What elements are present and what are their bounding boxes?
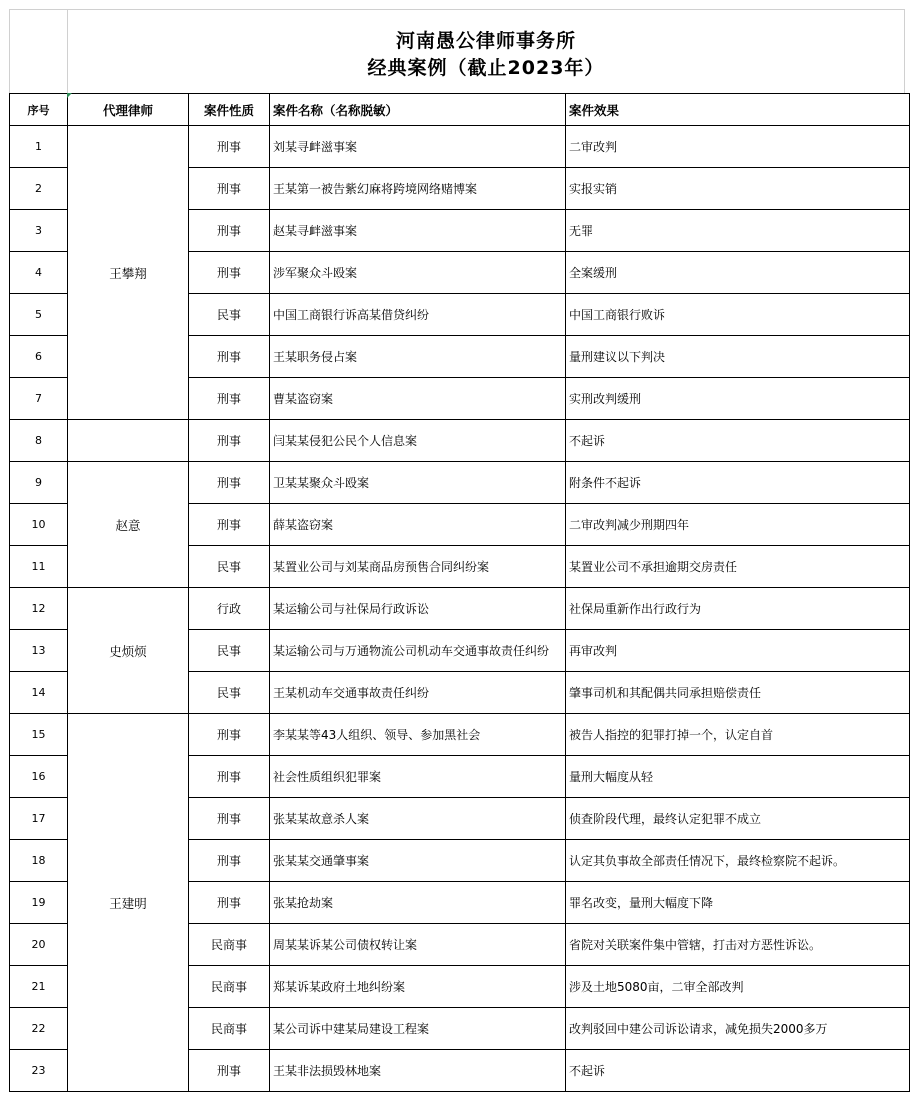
header-type[interactable]: 案件性质 xyxy=(189,94,270,126)
cell-case-effect[interactable]: 无罪 xyxy=(566,210,910,252)
cell-case-effect[interactable]: 某置业公司不承担逾期交房责任 xyxy=(566,546,910,588)
cell-type[interactable]: 刑事 xyxy=(189,252,270,294)
cell-case-effect[interactable]: 量刑大幅度从轻 xyxy=(566,756,910,798)
cell-type[interactable]: 刑事 xyxy=(189,378,270,420)
cell-no[interactable]: 20 xyxy=(10,924,68,966)
cell-type[interactable]: 刑事 xyxy=(189,126,270,168)
table-row xyxy=(10,420,910,462)
cell-case-name[interactable]: 周某某诉某公司债权转让案 xyxy=(270,924,566,966)
grid-line xyxy=(9,9,10,94)
cell-case-effect[interactable]: 被告人指控的犯罪打掉一个，认定自首 xyxy=(566,714,910,756)
cell-case-name[interactable]: 王某第一被告紫幻麻将跨境网络赌博案 xyxy=(270,168,566,210)
table-row xyxy=(10,588,910,630)
cell-lawyer[interactable]: 王攀翔 xyxy=(68,126,189,420)
header-case-name[interactable]: 案件名称（名称脱敏） xyxy=(270,94,566,126)
cell-no[interactable]: 1 xyxy=(10,126,68,168)
cell-case-name[interactable]: 涉军聚众斗殴案 xyxy=(270,252,566,294)
cell-type[interactable]: 刑事 xyxy=(189,462,270,504)
cell-no[interactable]: 19 xyxy=(10,882,68,924)
cell-no[interactable]: 17 xyxy=(10,798,68,840)
cell-type[interactable]: 民事 xyxy=(189,630,270,672)
cell-no[interactable]: 6 xyxy=(10,336,68,378)
cell-type[interactable]: 民事 xyxy=(189,672,270,714)
cell-case-name[interactable]: 曹某盗窃案 xyxy=(270,378,566,420)
cell-type[interactable]: 民事 xyxy=(189,294,270,336)
cell-case-effect[interactable]: 不起诉 xyxy=(566,1050,910,1092)
cell-case-name[interactable]: 中国工商银行诉高某借贷纠纷 xyxy=(270,294,566,336)
cell-case-effect[interactable]: 二审改判 xyxy=(566,126,910,168)
cell-case-effect[interactable]: 二审改判减少刑期四年 xyxy=(566,504,910,546)
cell-case-name[interactable]: 王某职务侵占案 xyxy=(270,336,566,378)
cell-lawyer-empty[interactable] xyxy=(68,420,189,462)
title-subtitle: 经典案例（截止2023年） xyxy=(367,57,605,79)
cell-type[interactable]: 刑事 xyxy=(189,882,270,924)
cell-case-effect[interactable]: 全案缓刑 xyxy=(566,252,910,294)
cell-type[interactable]: 刑事 xyxy=(189,210,270,252)
cell-no[interactable]: 22 xyxy=(10,1008,68,1050)
cell-case-name[interactable]: 李某某等43人组织、领导、参加黑社会 xyxy=(270,714,566,756)
cell-no[interactable]: 21 xyxy=(10,966,68,1008)
cell-case-name[interactable]: 薛某盗窃案 xyxy=(270,504,566,546)
cell-case-name[interactable]: 刘某寻衅滋事案 xyxy=(270,126,566,168)
cell-case-name[interactable]: 王某非法损毁林地案 xyxy=(270,1050,566,1092)
cell-case-name[interactable]: 社会性质组织犯罪案 xyxy=(270,756,566,798)
cell-type[interactable]: 行政 xyxy=(189,588,270,630)
header-row xyxy=(10,94,910,126)
cell-case-name[interactable]: 张某抢劫案 xyxy=(270,882,566,924)
cell-case-name[interactable]: 某运输公司与社保局行政诉讼 xyxy=(270,588,566,630)
cases-table xyxy=(9,93,910,1092)
cell-case-effect[interactable]: 中国工商银行败诉 xyxy=(566,294,910,336)
cell-case-effect[interactable]: 再审改判 xyxy=(566,630,910,672)
table-row xyxy=(10,714,910,756)
cell-type[interactable]: 民事 xyxy=(189,546,270,588)
cell-case-name[interactable]: 闫某某侵犯公民个人信息案 xyxy=(270,420,566,462)
cell-no[interactable]: 16 xyxy=(10,756,68,798)
table-row xyxy=(10,462,910,504)
cell-lawyer[interactable]: 王建明 xyxy=(68,714,189,1092)
grid-line xyxy=(904,9,905,94)
cell-case-effect[interactable]: 罪名改变，量刑大幅度下降 xyxy=(566,882,910,924)
cell-case-name[interactable]: 某公司诉中建某局建设工程案 xyxy=(270,1008,566,1050)
cell-case-effect[interactable]: 涉及土地5080亩，二审全部改判 xyxy=(566,966,910,1008)
cell-type[interactable]: 刑事 xyxy=(189,1050,270,1092)
cell-type[interactable]: 刑事 xyxy=(189,168,270,210)
cell-no[interactable]: 14 xyxy=(10,672,68,714)
cell-lawyer[interactable]: 赵意 xyxy=(68,462,189,588)
cell-type[interactable]: 民商事 xyxy=(189,1008,270,1050)
cell-no[interactable]: 15 xyxy=(10,714,68,756)
comment-indicator-icon xyxy=(67,93,72,98)
title-cell[interactable] xyxy=(68,14,904,92)
cell-case-effect[interactable]: 改判驳回中建公司诉讼请求，减免损失2000多万 xyxy=(566,1008,910,1050)
cell-no[interactable]: 3 xyxy=(10,210,68,252)
header-no[interactable]: 序号 xyxy=(10,94,68,126)
cell-type[interactable]: 刑事 xyxy=(189,756,270,798)
cell-case-name[interactable]: 张某某故意杀人案 xyxy=(270,798,566,840)
cell-no[interactable]: 23 xyxy=(10,1050,68,1092)
cell-lawyer[interactable]: 史烦烦 xyxy=(68,588,189,714)
cell-case-name[interactable]: 卫某某聚众斗殴案 xyxy=(270,462,566,504)
cell-no[interactable]: 13 xyxy=(10,630,68,672)
cell-type[interactable]: 刑事 xyxy=(189,336,270,378)
cell-case-name[interactable]: 张某某交通肇事案 xyxy=(270,840,566,882)
title-firm-name: 河南愚公律师事务所 xyxy=(395,30,576,52)
grid-line xyxy=(9,9,904,10)
cell-no[interactable]: 12 xyxy=(10,588,68,630)
cell-type[interactable]: 民商事 xyxy=(189,924,270,966)
cell-case-effect[interactable]: 认定其负事故全部责任情况下，最终检察院不起诉。 xyxy=(566,840,910,882)
cell-no[interactable]: 11 xyxy=(10,546,68,588)
cell-no[interactable]: 18 xyxy=(10,840,68,882)
cell-no[interactable]: 7 xyxy=(10,378,68,420)
cell-case-name[interactable]: 郑某诉某政府土地纠纷案 xyxy=(270,966,566,1008)
cell-case-effect[interactable]: 不起诉 xyxy=(566,420,910,462)
cell-type[interactable]: 刑事 xyxy=(189,714,270,756)
header-case-effect[interactable]: 案件效果 xyxy=(566,94,910,126)
cell-case-effect[interactable]: 实报实销 xyxy=(566,168,910,210)
cell-type[interactable]: 民商事 xyxy=(189,966,270,1008)
cell-case-name-text: 某运输公司与万通物流公司机动车交通事故责任纠纷 xyxy=(273,643,550,658)
cell-type[interactable]: 刑事 xyxy=(189,798,270,840)
cell-type[interactable]: 刑事 xyxy=(189,504,270,546)
cell-no[interactable]: 8 xyxy=(10,420,68,462)
cell-no[interactable]: 9 xyxy=(10,462,68,504)
cell-type[interactable]: 刑事 xyxy=(189,420,270,462)
cell-case-effect[interactable]: 量刑建议以下判决 xyxy=(566,336,910,378)
cell-case-effect[interactable]: 附条件不起诉 xyxy=(566,462,910,504)
table-row xyxy=(10,126,910,168)
cell-case-effect[interactable]: 侦查阶段代理，最终认定犯罪不成立 xyxy=(566,798,910,840)
cell-no[interactable]: 2 xyxy=(10,168,68,210)
cell-no[interactable]: 10 xyxy=(10,504,68,546)
cell-case-effect[interactable]: 省院对关联案件集中管辖，打击对方恶性诉讼。 xyxy=(566,924,910,966)
cell-no[interactable]: 5 xyxy=(10,294,68,336)
cell-case-effect[interactable]: 社保局重新作出行政行为 xyxy=(566,588,910,630)
cell-case-name[interactable]: 某置业公司与刘某商品房预售合同纠纷案 xyxy=(270,546,566,588)
cell-no[interactable]: 4 xyxy=(10,252,68,294)
cell-type[interactable]: 刑事 xyxy=(189,840,270,882)
cell-case-name[interactable]: 王某机动车交通事故责任纠纷 xyxy=(270,672,566,714)
cell-case-effect[interactable]: 肇事司机和其配偶共同承担赔偿责任 xyxy=(566,672,910,714)
cell-case-name[interactable] xyxy=(270,630,566,672)
cell-case-effect[interactable]: 实刑改判缓刑 xyxy=(566,378,910,420)
header-lawyer[interactable]: 代理律师 xyxy=(68,94,189,126)
cell-case-name[interactable]: 赵某寻衅滋事案 xyxy=(270,210,566,252)
